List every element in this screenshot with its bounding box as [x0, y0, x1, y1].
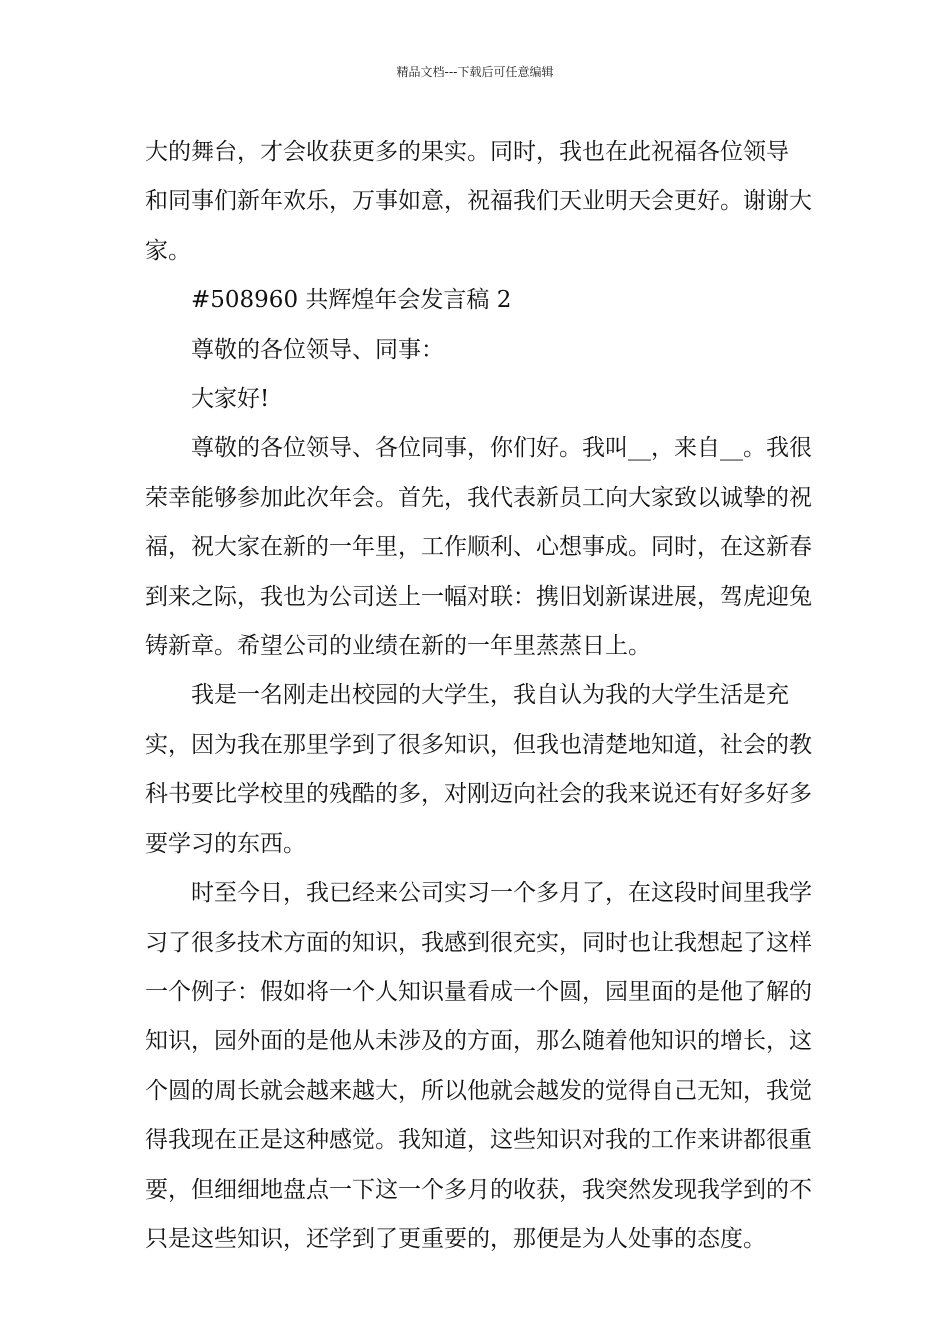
paragraph-introduction: 尊敬的各位领导、各位同事，你们好。我叫__，来自__。我很荣幸能够参加此次年会。首先，我代表新员工向大家致以诚挚的祝福，祝大家在新的一年里，工作顺利、心想事成。同时，在这新春到来之际，我也为公司送上一幅对联：携旧划新谋进展，驾虎迎兔铸新章。希望公司的业绩在新的一年里蒸蒸日上。	[145, 435, 812, 660]
paragraph-reflection: 时至今日，我已经来公司实习一个多月了，在这段时间里我学习了很多技术方面的知识，我感到很充实，同时也让我想起了这样一个例子：假如将一个人知识量看成一个圆，园里面的是他了解的知识，园外面的是他从未涉及的方面，那么随着他知识的增长，这个圆的周长就会越来越大，所以他就会越发的觉得自己无知，我觉得我现在正是这种感觉。我知道，这些知识对我的工作来讲都很重要，但细细地盘点一下这一个多月的收获，我突然发现我学到的不只是这些知识，还学到了更重要的，那便是为人处事的态度。	[145, 880, 812, 1252]
paragraph-continuation: 大的舞台，才会收获更多的果实。同时，我也在此祝福各位领导 和同事们新年欢乐，万事如意，祝福我们天业明天会更好。谢谢大家。	[145, 139, 812, 264]
greeting: 大家好!	[191, 386, 270, 413]
speech-title: #508960 共辉煌年会发言稿 2	[191, 287, 512, 314]
salutation: 尊敬的各位领导、同事：	[191, 336, 444, 363]
document-body	[145, 128, 815, 1264]
page-header: 精品文档---下载后可任意编辑	[396, 65, 554, 79]
paragraph-background: 我是一名刚走出校园的大学生，我自认为我的大学生活是充实，因为我在那里学到了很多知识，但我也清楚地知道，社会的教科书要比学校里的残酷的多，对刚迈向社会的我来说还有好多好多要学习的东西。	[145, 682, 812, 857]
